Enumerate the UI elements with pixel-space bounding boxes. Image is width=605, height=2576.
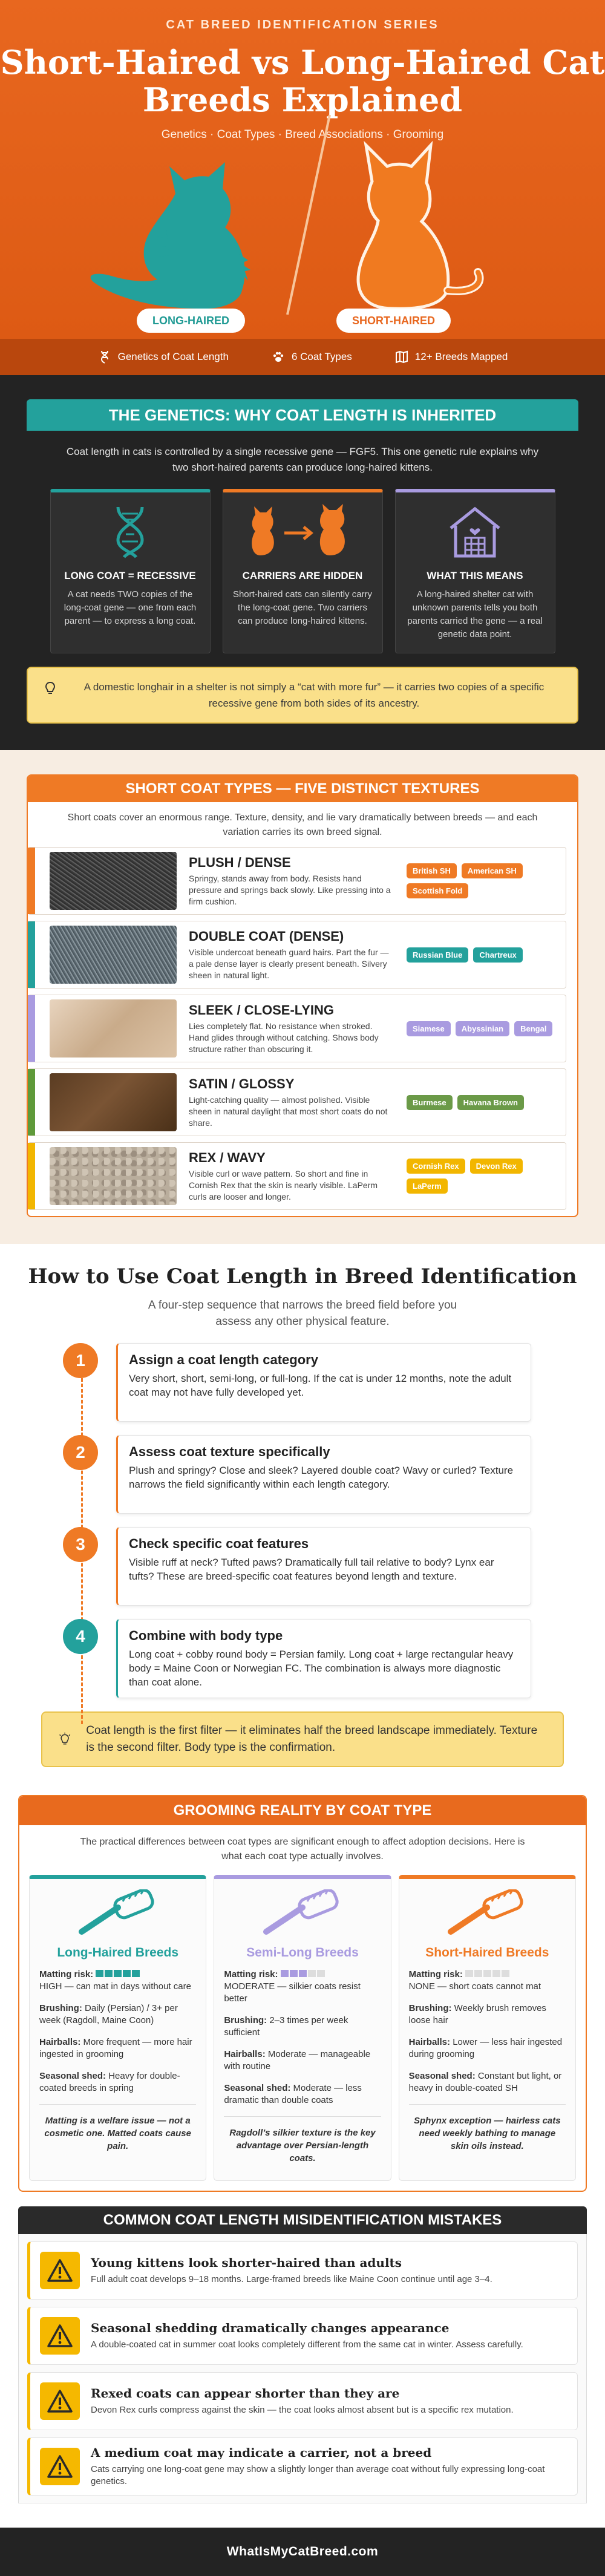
coat-accent-bar — [28, 921, 35, 988]
coat-description — [189, 855, 394, 907]
series-label: CAT BREED IDENTIFICATION SERIES — [166, 18, 439, 31]
breed-tag[interactable]: LaPerm — [407, 1178, 448, 1194]
brush-icon — [260, 1889, 345, 1938]
coat-types-panel — [27, 774, 578, 1217]
column-footnote: Ragdoll’s silkier texture is the key advantage over Persian-length coats. — [224, 2116, 381, 2165]
breed-tag[interactable]: Bengal — [514, 1021, 552, 1036]
shed-row: Seasonal shed: Moderate — less dramatic than double coats — [224, 2083, 362, 2106]
lightbulb-icon — [58, 1729, 71, 1750]
coat-text: Light-catching quality — almost polished. Visible sheen in natural daylight that most short coats do not share. — [189, 1094, 388, 1128]
grooming-columns — [19, 1875, 586, 2191]
coat-description — [189, 1002, 394, 1055]
step-number: 3 — [63, 1527, 98, 1562]
coat-description — [189, 1076, 394, 1129]
coat-title: SLEEK / CLOSE-LYING — [189, 1002, 335, 1018]
how-to-subtitle: A four-step sequence that narrows the breed field before you assess any other physical feature. — [148, 1299, 457, 1328]
coat-texture-swatch — [50, 1147, 177, 1205]
shed-row: Seasonal shed: Heavy for double-coated breeds in spring — [39, 2071, 180, 2094]
short-haired-label: SHORT-HAIRED — [336, 309, 451, 333]
mistakes-list — [18, 2234, 587, 2503]
mistake-content — [91, 2255, 492, 2286]
coat-title: PLUSH / DENSE — [189, 854, 291, 870]
brushing-row: Brushing: 2–3 times per week sufficient — [224, 2015, 348, 2038]
coat-description — [189, 1150, 394, 1203]
site-link[interactable]: WhatIsMyCatBreed.com — [226, 2545, 379, 2558]
breed-tag[interactable]: Abyssinian — [456, 1021, 509, 1036]
mistake-item — [27, 2437, 578, 2496]
stat-coat-types — [271, 350, 352, 364]
card-text: A long-haired shelter cat with unknown parents tells you both parents carried the gene — a real genetic data point. — [407, 589, 543, 639]
warning-icon — [40, 2252, 80, 2289]
mistake-content — [91, 2321, 523, 2351]
matting-row: Matting risk: MODERATE — silkier coats resist better — [224, 1969, 361, 2004]
step-number: 2 — [63, 1435, 98, 1470]
coat-title: DOUBLE COAT (DENSE) — [189, 928, 344, 944]
genetics-heading: THE GENETICS: WHY COAT LENGTH IS INHERITED — [27, 399, 578, 431]
step-item — [63, 1527, 578, 1606]
hairballs-row: Hairballs: Moderate — manageable with routine — [224, 2049, 371, 2072]
coat-text: Springy, stands away from body. Resists hand pressure and springs back slowly. Like pressing into a firm cushion. — [189, 873, 391, 906]
breed-tag[interactable]: Scottish Fold — [407, 883, 468, 898]
step-number: 4 — [63, 1619, 98, 1654]
breed-tag[interactable]: Devon Rex — [470, 1159, 523, 1174]
warning-icon — [40, 2317, 80, 2355]
mistake-content — [91, 2386, 514, 2416]
hero-cat-illustration — [0, 109, 605, 339]
page-subtitle: Genetics · Coat Types · Breed Associations · Grooming — [161, 128, 444, 141]
step-text: Plush and springy? Close and sleek? Layered double coat? Wavy or curled? Texture narrows the field significantly within each length category. — [129, 1465, 514, 1490]
card-title: LONG COAT = RECESSIVE — [64, 570, 196, 581]
mistake-text: A double-coated cat in summer coat looks completely different from the same cat in winter. Assess carefully. — [91, 2339, 523, 2350]
coat-type-row — [28, 1142, 566, 1210]
genetics-card — [223, 489, 383, 653]
callout-text: A domestic longhair in a shelter is not simply a “cat with more fur” — it carries two copies of a specific recessive gene from both sides of its ancestry. — [83, 681, 544, 709]
coat-texture-swatch — [50, 926, 177, 984]
mistake-text: Full adult coat develops 9–18 months. Large-framed breeds like Maine Coon continue until age 3–4. — [91, 2274, 492, 2284]
warning-icon — [40, 2448, 80, 2485]
grooming-column — [399, 1875, 576, 2181]
grooming-column — [29, 1875, 206, 2181]
how-to-note — [41, 1711, 564, 1767]
grooming-section — [0, 1779, 605, 2206]
genetics-callout — [27, 667, 578, 724]
mistake-text: Devon Rex curls compress against the skin — the coat looks almost absent but is a specific rex mutation. — [91, 2405, 514, 2415]
note-text: Coat length is the first filter — it eliminates half the breed landscape immediately. Texture is the second filter. Body type is the confirmation. — [86, 1724, 538, 1754]
card-title: WHAT THIS MEANS — [427, 570, 523, 581]
grooming-heading: GROOMING REALITY BY COAT TYPE — [19, 1796, 586, 1825]
shed-row: Seasonal shed: Constant but light, or heavy in double-coated SH — [408, 2071, 562, 2094]
column-title: Long-Haired Breeds — [57, 1946, 179, 1960]
breed-tag[interactable]: Havana Brown — [457, 1095, 524, 1110]
coat-accent-bar — [28, 848, 35, 914]
divider-line — [287, 115, 330, 315]
breed-tags — [394, 947, 566, 963]
step-item — [63, 1343, 578, 1422]
step-title: Check specific coat features — [129, 1536, 309, 1551]
coat-accent-bar — [28, 1069, 35, 1136]
step-title: Assign a coat length category — [129, 1352, 318, 1367]
brush-icon — [445, 1889, 529, 1938]
hairballs-row: Hairballs: More frequent — more hair ingested in grooming — [39, 2037, 192, 2060]
genetics-card — [395, 489, 555, 653]
coat-text: Lies completely flat. No resistance when stroked. Hand glides through without catching. Shows body structure rather than obscuring it. — [189, 1021, 379, 1054]
stat-breeds — [394, 350, 508, 364]
long-haired-cat-icon — [91, 162, 250, 309]
stat-text: Genetics of Coat Length — [117, 351, 229, 362]
matting-meter — [281, 1969, 326, 1981]
how-to-section — [0, 1244, 605, 1779]
card-text: A cat needs TWO copies of the long-coat gene — one from each parent — to express a long coat. — [64, 589, 197, 626]
mistake-title: Seasonal shedding dramatically changes appearance — [91, 2321, 450, 2335]
step-list — [27, 1343, 578, 1698]
matting-meter — [96, 1969, 141, 1981]
genetics-intro: Coat length in cats is controlled by a single recessive gene — FGF5. This one genetic rule explains why two short-haired parents can produce long-haired kittens. — [66, 446, 539, 473]
column-footnote: Matting is a welfare issue — not a cosmetic one. Matted coats cause pain. — [39, 2104, 196, 2153]
coat-type-row — [28, 921, 566, 989]
mistake-content — [91, 2445, 567, 2488]
genetics-cards — [27, 489, 578, 653]
coat-types-section — [0, 750, 605, 1244]
mistake-title: Rexed coats can appear shorter than they are — [91, 2386, 400, 2401]
coat-texture-swatch — [50, 999, 177, 1058]
coat-type-row — [28, 1068, 566, 1136]
footer — [0, 2528, 605, 2576]
grooming-column — [214, 1875, 391, 2181]
step-item — [63, 1619, 578, 1698]
coat-type-list — [28, 847, 577, 1210]
stat-text: 6 Coat Types — [291, 351, 352, 362]
genetics-section — [0, 375, 605, 750]
coat-texture-swatch — [50, 852, 177, 910]
mistake-item — [27, 2307, 578, 2365]
mistake-item — [27, 2372, 578, 2430]
coat-type-row — [28, 995, 566, 1062]
breed-tag[interactable]: American SH — [462, 863, 523, 878]
column-title: Short-Haired Breeds — [425, 1946, 549, 1960]
stat-genetics — [97, 350, 229, 364]
hairballs-row: Hairballs: Lower — less hair ingested during grooming — [408, 2037, 563, 2060]
step-text: Very short, short, semi-long, or full-long. If the cat is under 12 months, note the adult coat may not have fully developed yet. — [129, 1373, 512, 1398]
mistake-item — [27, 2241, 578, 2300]
how-to-heading: How to Use Coat Length in Breed Identification — [28, 1264, 577, 1289]
dna-icon — [109, 504, 151, 558]
step-card — [116, 1435, 531, 1514]
column-title: Semi-Long Breeds — [246, 1946, 359, 1960]
mistake-title: A medium coat may indicate a carrier, not a breed — [91, 2445, 432, 2460]
card-title: CARRIERS ARE HIDDEN — [242, 570, 363, 581]
step-card — [116, 1527, 531, 1606]
breed-tag[interactable]: Chartreux — [473, 947, 522, 963]
mistake-title: Young kittens look shorter-haired than adults — [91, 2255, 402, 2270]
step-text: Long coat + cobby round body = Persian family. Long coat + large rectangular heavy body = Maine Coon or Norwegian FC. The combination is always more diagnostic than coat alone. — [129, 1649, 514, 1688]
paw-icon — [271, 350, 286, 364]
breed-tag[interactable]: Burmese — [407, 1095, 453, 1110]
step-card — [116, 1343, 531, 1422]
coat-text: Visible undercoat beneath guard hairs. Part the fur — a pale dense layer is clearly present beneath. Silvery sheen in natural light. — [189, 947, 389, 980]
grooming-panel — [18, 1795, 587, 2192]
breed-tags — [394, 1021, 566, 1036]
coat-accent-bar — [28, 995, 35, 1062]
brushing-row: Brushing: Daily (Persian) / 3+ per week (Ragdoll, Maine Coon) — [39, 2003, 178, 2026]
breed-tags — [394, 1095, 566, 1110]
long-haired-label: LONG-HAIRED — [137, 309, 245, 333]
column-footnote: Sphynx exception — hairless cats need weekly bathing to manage skin oils instead. — [409, 2104, 566, 2153]
mistakes-section — [0, 2206, 605, 2528]
brushing-row: Brushing: Weekly brush removes loose hair — [408, 2003, 546, 2026]
coat-types-intro: Short coats cover an enormous range. Texture, density, and lie vary dramatically between breeds — and each variation carries its own breed signal. — [67, 812, 538, 837]
breed-tag[interactable]: Cornish Rex — [407, 1159, 465, 1174]
mistakes-heading: COMMON COAT LENGTH MISIDENTIFICATION MISTAKES — [18, 2206, 587, 2234]
coat-types-heading: SHORT COAT TYPES — FIVE DISTINCT TEXTURES — [28, 776, 577, 802]
cat-parent-kitten-icon — [242, 504, 363, 558]
page-title: Short-Haired vs Long-Haired Cat Breeds Explained — [0, 43, 605, 119]
lightbulb-icon — [42, 680, 58, 696]
short-haired-cat-icon — [358, 145, 479, 309]
step-item — [63, 1435, 578, 1514]
grooming-intro: The practical differences between coat types are significant enough to affect adoption decisions. Here is what each coat type actually involves. — [80, 1837, 525, 1862]
step-title: Combine with body type — [129, 1628, 283, 1643]
breed-tag[interactable]: British SH — [407, 863, 457, 878]
mistake-text: Cats carrying one long-coat gene may show a slightly longer than average coat without fully expressing long-coat genetics. — [91, 2464, 545, 2486]
coat-description — [189, 929, 394, 981]
card-text: Short-haired cats can silently carry the long-coat gene. Two carriers can produce long-haired kittens. — [232, 589, 373, 626]
step-title: Assess coat texture specifically — [129, 1444, 330, 1459]
breed-tags — [394, 863, 566, 898]
step-card — [116, 1619, 531, 1698]
genetics-card — [50, 489, 211, 653]
breed-tag[interactable]: Siamese — [407, 1021, 451, 1036]
breed-tag[interactable]: Russian Blue — [407, 947, 468, 963]
matting-meter — [465, 1969, 511, 1981]
coat-accent-bar — [28, 1143, 35, 1209]
brush-icon — [76, 1889, 160, 1938]
stat-text: 12+ Breeds Mapped — [414, 351, 508, 362]
hero — [0, 0, 605, 339]
matting-row: Matting risk: NONE — short coats cannot mat — [408, 1969, 541, 1992]
step-text: Visible ruff at neck? Tufted paws? Dramatically full tail relative to body? Lynx ear tufts? These are breed-specific coat features beyond length and texture. — [129, 1557, 494, 1582]
coat-texture-swatch — [50, 1073, 177, 1131]
step-number: 1 — [63, 1343, 98, 1378]
map-icon — [394, 350, 409, 364]
stats-bar — [0, 339, 605, 375]
coat-title: SATIN / GLOSSY — [189, 1076, 295, 1091]
breed-tags — [394, 1159, 566, 1194]
coat-title: REX / WAVY — [189, 1149, 266, 1165]
warning-icon — [40, 2382, 80, 2420]
matting-row: Matting risk: HIGH — can mat in days without care — [39, 1969, 191, 1992]
coat-text: Visible curl or wave pattern. So short and fine in Cornish Rex that the skin is nearly visible. LaPerm curls are looser and longer. — [189, 1168, 378, 1201]
shelter-house-icon — [445, 504, 505, 558]
dna-icon — [97, 350, 112, 364]
coat-type-row — [28, 847, 566, 915]
